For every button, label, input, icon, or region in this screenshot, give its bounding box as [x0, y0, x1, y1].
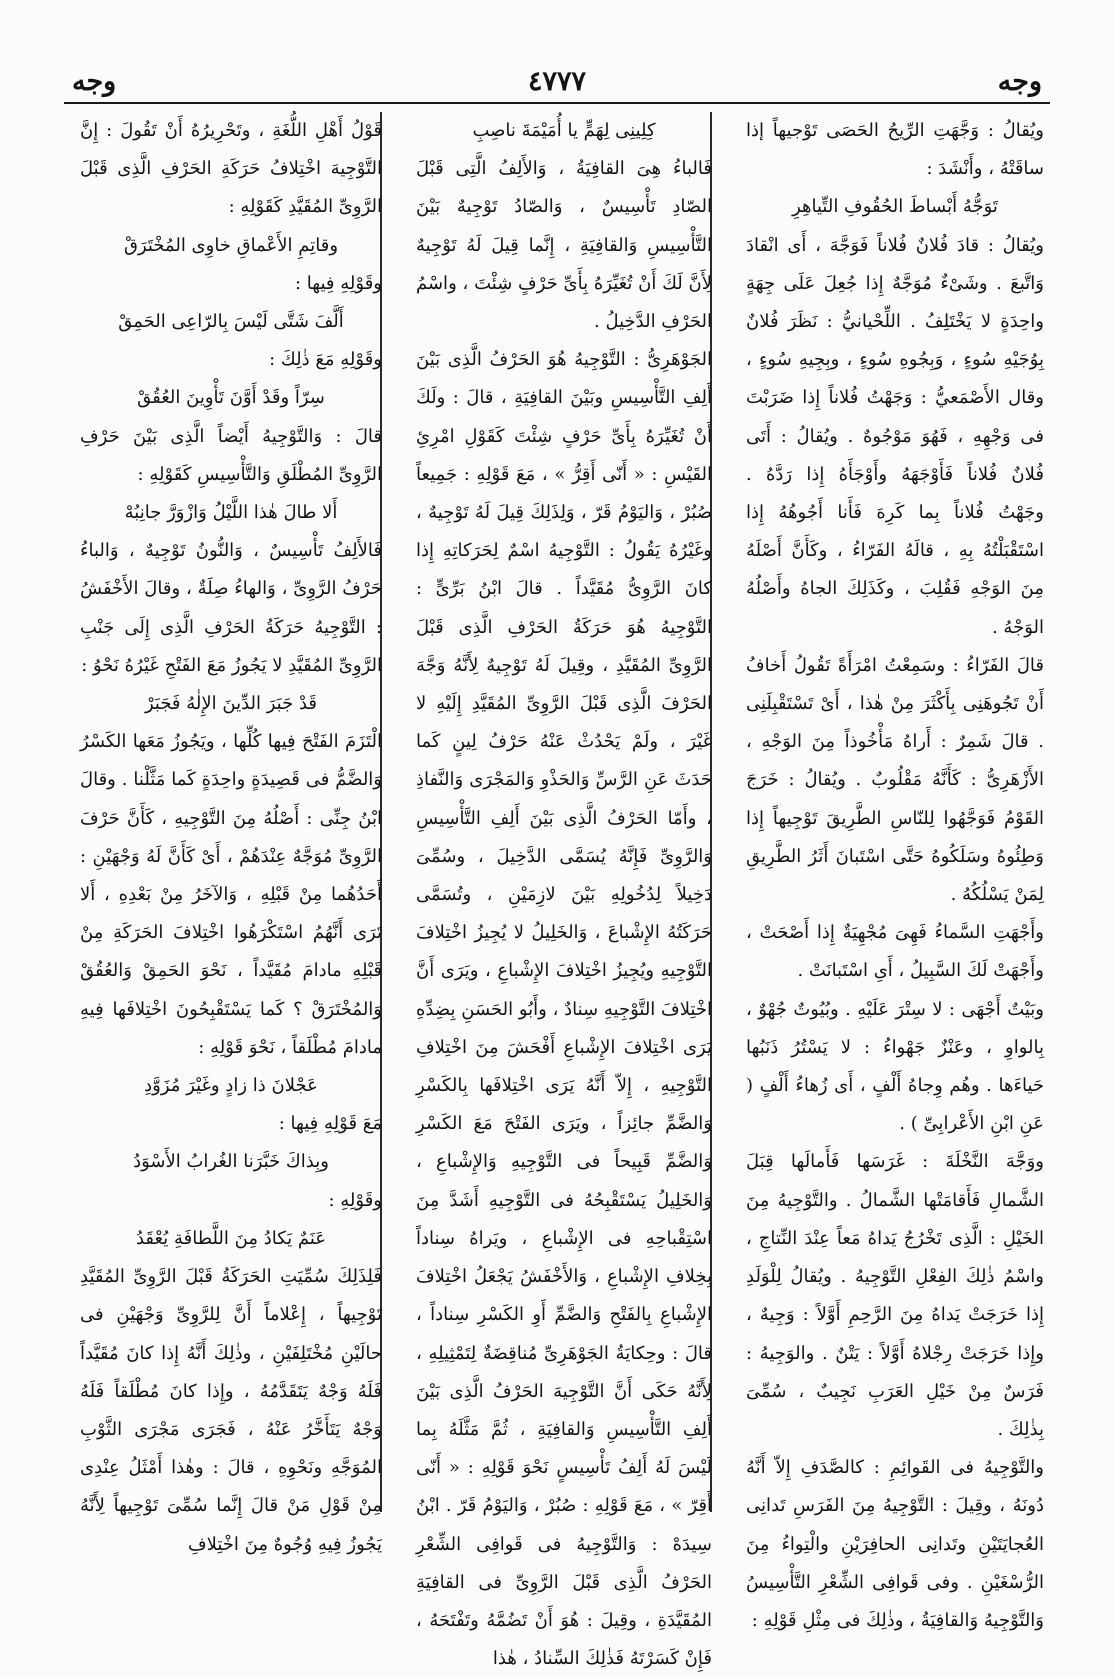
- paragraph: الْتَزَمَ الفَتْحَ فِيها كُلِّها ، ويَجُوزُ مَعَها الكَسْرُ وَالضَّمُّ فى قَصِيدَةٍ واحِدَةٍ كَما مَثَّلْنا . وقالَ ابْنُ جِنِّى : أَصْلُهُ مِنَ التَّوْجِيهِ ، كَأَنَّ حَرْفَ الرَّوِىِّ مُوَجَّهٌ عِنْدَهُمْ ، أَىْ كَأَنَّ لَهُ وَجْهَيْنِ : أَحَدُهُما مِنْ قَبْلِهِ ، وَالآخَرُ مِنْ بَعْدِهِ ، أَلا تَرَى أَنَّهُمُ اسْتَكْرَهُوا اخْتِلافَ الحَرَكَةِ مِنْ قَبْلِهِ مادامَ مُقَيَّداً ، نَحْوَ الحَمِقْ وَالعُقُقْ وَالمُخْتَرَقْ ؟ كَما يَسْتَقْبِحُونَ اخْتِلافَها فِيهِ مادامَ مُطْلَقاً ، نَحْوَ قَوْلِهِ :: [80, 731, 382, 1058]
- text-column-middle: [416, 112, 712, 1670]
- paragraph: فَلِذَلِكَ سُمِّيَتِ الحَرَكَةُ قَبْلَ الرَّوِىِّ المُقَيَّدِ تَوْجِيهاً ، إِعْلاماً أَنَّ لِلرَّوِىِّ وَجْهَيْنِ فى حالَيْنِ مُخْتَلِفَيْنِ ، وذٰلِكَ أَنَّهُ إِذا كانَ مُقَيَّداً فَلَهُ وَجْهٌ يَتَقَدَّمُهُ ، وإِذا كانَ مُطْلَقاً فَلَهُ وَجْهٌ يَتَأَخَّرُ عَنْهُ ، فَجَرَى مَجْرَى الثَّوْبِ المُوَجَّهِ ونَحْوِهِ ، قالَ : وهٰذا أَمْثَلُ عِنْدِى مِنْ قَوْلِ مَنْ قالَ إِنَّما سُمِّىَ تَوْجِيهاً لِأَنَّهُ يَجُوزُ فِيهِ وُجُوهٌ مِنَ اخْتِلافِ: [80, 1266, 382, 1555]
- verse-line: سِرّاً وقَدْ أَوَّنَ تَأْوِينَ العُقُقْ: [137, 387, 325, 409]
- page-header: [72, 62, 1042, 102]
- verse-line: وبِذاكَ خَبَّرَنا الغُرابُ الأَسْوَدُ: [133, 1151, 329, 1173]
- paragraph: ووَجَّهَ النَّخْلَةَ : غَرَسَها فَأَمالَها قِبَلَ الشَّمالِ فَأَقامَتْها الشَّمالُ . والتَّوْجِيهُ مِنَ الخَيْلِ : الَّذِى تَخْرُجُ يَداهُ مَعاً عِنْدَ النِّتاجِ ، واسْمُ ذٰلِكَ الفِعْلِ التَّوْجِيهُ . ويُقالُ لِلْوَلَدِ إِذا خَرَجَتْ يَداهُ مِنَ الرَّحِمِ أَوَّلاً : وَجِيهٌ ، وإِذا خَرَجَتْ رِجْلاهُ أَوَّلاً : يَتْنٌ . والوَجِيهُ : فَرَسٌ مِنْ خَيْلِ العَرَبِ نَجِيبٌ ، سُمِّىَ بِذٰلِكَ .: [746, 1151, 1044, 1440]
- verse-line: تَوَجُّهُ أَبْساطَ الحُقُوفِ التِّياهِرِ: [792, 196, 998, 218]
- paragraph: ويُقالُ : وَجَّهَتِ الرِّيحُ الحَصَى تَوْجيهاً إذا ساقَتْهُ ، وأَنْشَدَ :: [746, 120, 1044, 180]
- verse-line: وقاتِمِ الأَعْماقِ خاوِى المُخْتَرَقْ: [123, 234, 339, 256]
- verse-line: أَلَّفَ شَتَّى لَيْسَ بِالرّاعِى الحَمِقْ: [118, 311, 344, 333]
- paragraph: وبَيْتٌ أَجْهَى : لا سِتْرَ عَلَيْهِ . وبُيُوتٌ جُهْوٌ ، بِالواوِ ، وعَنْزٌ جَهْواءُ : لا يَسْتُرُ ذَنَبُها حَياءَها . وهُم وِجاهُ أَلْفٍ ، أَى زُهاءُ أَلْفٍ ( عَنِ ابْنِ الأَعْرابِىِّ ) .: [746, 998, 1044, 1135]
- verse-line: قَدْ جَبَرَ الدِّينَ الإِلٰهُ فَجَبَرْ: [144, 693, 318, 715]
- paragraph: والتَّوْجِيهُ فى القَوائِمِ : كالصَّدَفِ إِلاّ أَنَّهُ دُونَهُ ، وقِيلَ : التَّوْجِيهُ مِنَ الفَرَسِ تَدانِى العُجايَتَيْنِ وتَدانِى الحافِرَيْنِ والْتِواءُ مِنَ الرُّسْغَيْنِ . وفى قَوافِى الشِّعْرِ التَّأْسِيسُ وَالتَّوْجِيهُ وَالقافِيَةُ ، وذٰلِكَ فى مِثْلِ قَوْلِهِ :: [746, 1457, 1044, 1631]
- verse-line: عَجْلانَ ذا زادٍ وغَيْرَ مُزَوَّدِ: [144, 1075, 318, 1097]
- paragraph: قالَ الفَرّاءُ : وسَمِعْتُ امْرَأَةً تَقُولُ أَخافُ أَنْ تَجُوهَنِى بِأَكْثَرَ مِنْ هٰذا ، أَىْ تَسْتَقْبِلَنِى . قالَ شَمِرٌ : أَراهُ مَأْخُوذاً مِنَ الوَجْهِ ، الأَزْهَرِىُّ : كَأَنَّهُ مَقْلُوبٌ . ويُقالُ : خَرَجَ القَوْمُ فَوَجَّهُوا لِلنّاسِ الطَّرِيقَ تَوْجِيهاً إِذا وَطِئُوهُ وسَلَكُوهُ حَتَّى اسْتَبانَ أَثَرُ الطَّرِيقِ لِمَنْ يَسْلُكُهُ .: [746, 654, 1044, 906]
- paragraph: فَالأَلِفُ تَأْسِيسٌ ، وَالنُّونُ تَوْجِيهٌ ، وَالباءُ حَرْفُ الرَّوِىِّ ، وَالهاءُ صِلَةٌ ، وقالَ الأَخْفَشُ : التَّوْجِيهُ حَرَكَةُ الحَرْفِ الَّذِى إِلَى جَنْبِ الرَّوِىِّ المُقَيَّدِ لا يَجُوزُ مَعَ الفَتْحِ غَيْرُهُ نَحْوُ :: [80, 540, 382, 676]
- paragraph: وقَوْلِهِ مَعَ ذٰلِكَ :: [269, 349, 382, 371]
- verse-line: عَنَمٌ يَكادُ مِنَ اللَّطافَةِ يُعْقَدُ: [135, 1227, 327, 1249]
- paragraph: الجَوْهَرِىُّ : التَّوْجِيهُ هُوَ الحَرْفُ الَّذِى بَيْنَ أَلِفِ التَّأْسِيسِ وبَيْنَ القافِيَةِ ، قالَ : ولَكَ أَنْ تُغَيِّرَهُ بِأَىِّ حَرْفٍ شِئْتَ كَقَوْلِ امْرِئِ القَيْسِ : « أَنّى أَقِرُّ » ، مَعَ قَوْلِهِ : جَمِيعاً صُبُرْ ، وَاليَوْمُ قَرّ ، وَلِذَلِكَ قِيلَ لَهُ تَوْجِيهٌ ، وغَيْرُهُ يَقُولُ : التَّوْجِيهُ اسْمٌ لِحَرَكاتِهِ إِذا كانَ الرَّوِىُّ مُقَيَّداً . قالَ ابْنُ بَرِّىٍّ : التَّوْجِيهُ هُوَ حَرَكَةُ الحَرْفِ الَّذِى قَبْلَ الرَّوِىِّ المُقَيَّدِ ، وقِيلَ لَهُ تَوْجِيهٌ لِأَنَّهُ وَجَّهَ الحَرْفَ الَّذِى قَبْلَ الرَّوِىِّ المُقَيَّدِ إِلَيْهِ لا غَيْرَ ، ولَمْ يَحْدُثْ عَنْهُ حَرْفُ لِينٍ كَما حَدَثَ عَنِ الرَّسِّ وَالحَذْوِ وَالمَجْرَى وَالنَّفاذِ ، وأَمّا الحَرْفُ الَّذِى بَيْنَ أَلِفِ التَّأْسِيسِ وَالرَّوِىِّ فَإِنَّهُ يُسَمَّى الدَّخِيلَ ، وسُمِّىَ دَخِيلاً لِدُخُولِهِ بَيْنَ لازِمَيْنِ ، وتُسَمَّى حَرَكَتُهُ الإِشْباعَ ، وَالخَلِيلُ لا يُجِيزُ اخْتِلافَ التَّوْجِيهِ ويُجِيزُ اخْتِلافَ الإِشْباعِ ، ويَرَى أَنَّ اخْتِلافَ التَّوْجِيهِ سِنادٌ ، وأَبُو الحَسَنِ بِضِدِّهِ يَرَى اخْتِلافَ الإِشْباعِ أَفْحَشَ مِنَ اخْتِلافِ التَّوْجِيهِ ، إِلاّ أَنَّهُ يَرَى اخْتِلافَها بِالكَسْرِ وَالضَّمِّ جائِزاً ، ويَرَى الفَتْحَ مَعَ الكَسْرِ وَالضَّمِّ قَبِيحاً فى التَّوْجِيهِ وَالإِشْباعِ ، وَالخَلِيلُ يَسْتَقْبِحُهُ فى التَّوْجِيهِ أَشَدَّ مِنَ اسْتِقْباحِهِ فى الإِشْباعِ ، ويَراهُ سِناداً بِخِلافِ الإِشْباعِ ، وَالأَخْفَشُ يَجْعَلُ اخْتِلافَ الإِشْباعِ بِالفَتْحِ وَالضَّمِّ أَوِ الكَسْرِ سِناداً ، قالَ : وحِكايَةُ الجَوْهَرِىِّ مُناقِضَةٌ لِتَمْثِيلِهِ ، لِأَنَّهُ حَكَى أَنَّ التَّوْجِيهَ الحَرْفُ الَّذِى بَيْنَ أَلِفِ التَّأْسِيسِ وَالقافِيَةِ ، ثُمَّ مَثَّلَهُ بِما لَيْسَ لَهُ أَلِفُ تَأْسِيسٍ نَحْوَ قَوْلِهِ : « أَنّى أَقِرّ » ، مَعَ قَوْلِهِ : صُبُرْ ، وَاليَوْمُ قَرّ . ابْنُ سِيدَهْ : وَالتَّوْجِيهُ فى قَوافِى الشِّعْرِ الحَرْفُ الَّذِى قَبْلَ الرَّوِىِّ فى القافِيَةِ المُقَيَّدَةِ ، وقِيلَ : هُوَ أَنْ تَضُمَّهُ وتَفْتَحَهُ ، فَإِنْ كَسَرْتَهُ فَذٰلِكَ السِّنادُ ، هٰذا: [416, 349, 712, 1670]
- paragraph: قَوْلُ أَهْلِ اللُّغَةِ ، وتَحْرِيرُهُ أَنْ تَقُولَ : إِنَّ التَّوْجِيهَ اخْتِلافُ حَرَكَةِ الحَرْفِ الَّذِى قَبْلَ الرَّوِىِّ المُقَيَّدِ كَقَوْلِهِ :: [80, 120, 382, 218]
- paragraph: فَالباءُ هِىَ القافِيَةُ ، وَالأَلِفُ الَّتِى قَبْلَ الصّادِ تَأْسِيسٌ ، وَالصّادُ تَوْجِيهٌ بَيْنَ التَّأْسِيسِ وَالقافِيَةِ ، إِنَّما قِيلَ لَهُ تَوْجِيهٌ لِأَنَّ لَكَ أَنْ تُغَيِّرَهُ بِأَىِّ حَرْفٍ شِئْتَ ، واسْمُ الحَرْفِ الدَّخِيلُ .: [416, 158, 712, 333]
- paragraph: ويُقالُ : قادَ فُلانٌ فُلاناً فَوَجَّهَ ، أَى انْقادَ وَاتَّبعَ . وشَىْءٌ مُوَجَّهٌ إِذا جُعِلَ عَلَى جِهَةٍ واحِدَةٍ لا يَخْتَلِفُ . اللِّحْيانيُّ : نَظَرَ فُلانٌ بِوُجَيْهِ سُوءٍ ، وَبِجُوهِ سُوءٍ ، وبِجِيهِ سُوءٍ ، وقال الأَصْمَعيُّ : وَجَهْتُ فُلاناً إِذا ضَرَبْتَ فى وَجْهِهِ ، فَهُوَ مَوْجُوهٌ . ويُقالُ : أَتَى فُلانٌ فُلاناً فَأَوْجَهَهُ وأَوْجَأَهُ إِذا رَدَّهُ . وجَهْتُ فُلاناً بِما كَرِهَ فَأَنا أَجُوهُهُ إِذا اسْتَقْبَلْتُهُ بِهِ ، قالَهُ الفَرّاءُ ، وكَأَنَّ أَصْلَهُ مِنَ الوَجْهِ فَقُلِبَ ، وكَذَلِكَ الجاهُ وأَصْلُهُ الوَجْهُ .: [746, 234, 1044, 638]
- paragraph: وقَوْلِهِ فِيها :: [294, 272, 382, 294]
- paragraph: وقَوْلِهِ :: [328, 1189, 382, 1211]
- text-column-right: [746, 112, 1044, 1631]
- page-number: ٤٧٧٧: [527, 66, 586, 97]
- text-column-left: [80, 112, 382, 1555]
- header-rule: [64, 102, 1050, 104]
- verse-line: كِلِينِى لِهَمٍّ يا أُمَيْمَةَ ناصِبِ: [472, 120, 656, 141]
- paragraph: مَعَ قَوْلِهِ فِيها :: [278, 1113, 382, 1135]
- paragraph: قالَ : وَالتَّوْجِيهُ أَيْضاً الَّذِى بَيْنَ حَرْفِ الرَّوِىِّ المُطْلَقِ وَالتَّأْسِيسِ كَقَوْلِهِ :: [80, 425, 382, 485]
- running-head-left: وجه: [72, 66, 117, 97]
- paragraph: وأَجْهَتِ السَّماءُ فَهِىَ مُجْهِيَةٌ إِذا أَصْحَتْ ، وأَجْهَتْ لَكَ السَّبِيلُ ، أَىِ اسْتَبانَتْ .: [746, 922, 1044, 982]
- running-head-right: وجه: [997, 66, 1042, 97]
- verse-line: أَلا طالَ هٰذا اللَّيْلُ وَازْوَرَّ جانِبُهْ: [124, 502, 338, 524]
